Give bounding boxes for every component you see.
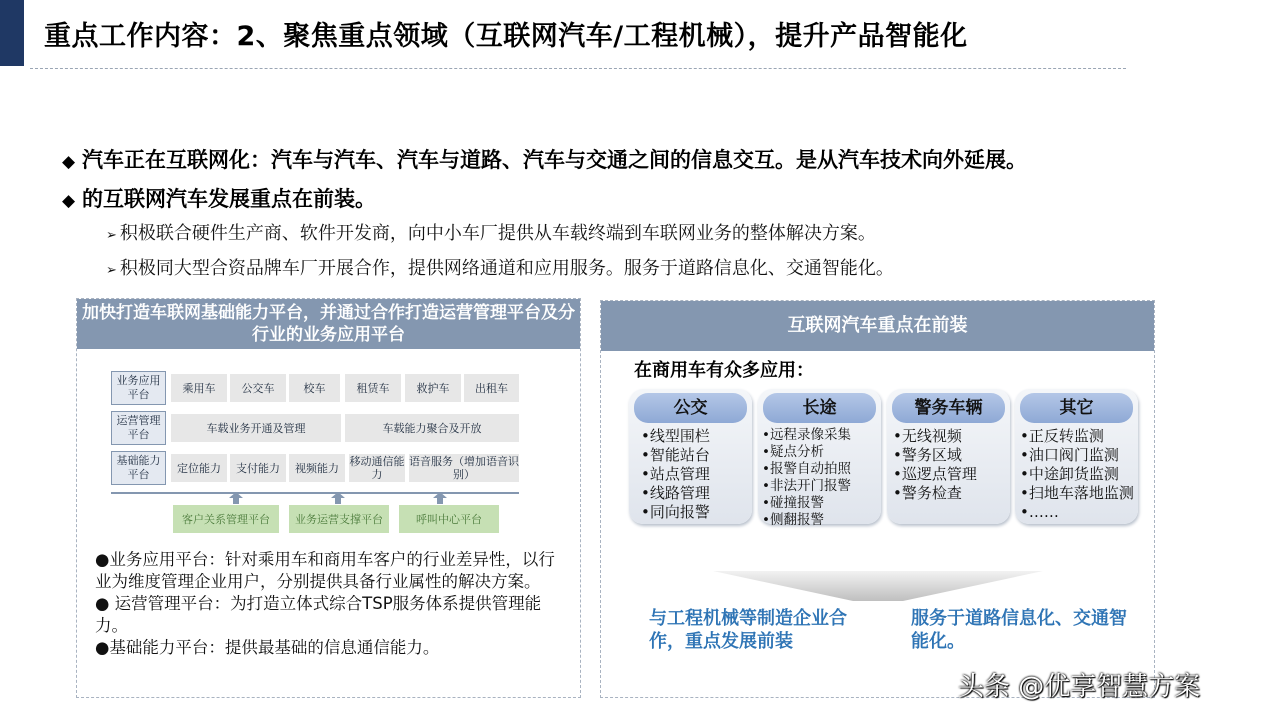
cell-bus: 公交车	[230, 374, 286, 402]
cell-positioning: 定位能力	[171, 454, 227, 482]
cell-rental-car: 租赁车	[345, 374, 401, 402]
category-item: •线路管理	[641, 484, 710, 502]
support-crm: 客户关系管理平台	[173, 505, 279, 533]
category-item: •正反转监测	[1020, 427, 1104, 445]
bullet-main-1	[62, 144, 1027, 174]
arrow-bullet-icon: ➢	[106, 228, 117, 243]
row-label-operations: 运营管理平台	[111, 411, 166, 445]
category-card-bus	[629, 389, 752, 524]
desc-base: ●基础能力平台：提供最基础的信息通信能力。	[95, 638, 440, 657]
bullet-sub-1-text: 积极联合硬件生产商、软件开发商，向中小车厂提供从车载终端到车联网业务的整体解决方案。	[119, 223, 876, 244]
header-accent-bar	[0, 0, 24, 66]
down-arrow-icon	[713, 571, 1043, 601]
category-card-coach	[758, 389, 881, 528]
row-label-base: 基础能力平台	[111, 451, 166, 485]
bullet-main-1-text: 汽车正在互联网化：汽车与汽车、汽车与道路、汽车与交通之间的信息交互。是从汽车技术向外延展。	[82, 148, 1027, 172]
category-item: •警务检查	[893, 484, 962, 502]
diamond-bullet-icon: ◆	[62, 191, 76, 211]
bullet-main-2	[62, 183, 376, 213]
connected-car-panel-header: 互联网汽车重点在前装	[601, 301, 1154, 351]
category-item: •警务区域	[893, 446, 962, 464]
arrow-bullet-icon: ➢	[106, 263, 117, 278]
up-arrow-icon	[229, 492, 243, 504]
connected-car-panel	[600, 300, 1155, 698]
category-item: •智能站台	[641, 446, 710, 464]
category-item: •……	[1020, 503, 1059, 521]
footer-manufacturing-cooperation: 与工程机械等制造企业合作，重点发展前装	[649, 608, 847, 652]
category-item: •线型围栏	[641, 427, 710, 445]
page-title: 重点工作内容：2、聚焦重点领域（互联网汽车/工程机械），提升产品智能化	[44, 21, 968, 52]
desc-operations: ● 运营管理平台：为打造立体式综合TSP服务体系提供管理能力。	[95, 594, 542, 635]
platform-panel-header: 加快打造车联网基础能力平台，并通过合作打造运营管理平台及分行业的业务应用平台	[77, 299, 580, 349]
category-items	[893, 427, 977, 503]
category-title: 其它	[1020, 393, 1133, 423]
category-item: •同向报警	[641, 503, 710, 521]
bullet-sub-2-text: 积极同大型合资品牌车厂开展合作，提供网络通道和应用服务。服务于道路信息化、交通智能化。	[119, 258, 894, 279]
bullet-sub-2	[106, 254, 894, 280]
cell-voice-service: 语音服务（增加语音识别）	[409, 455, 519, 481]
title-divider	[30, 68, 1126, 69]
category-items	[762, 427, 851, 529]
category-items	[1020, 427, 1134, 522]
cell-ambulance: 救护车	[405, 374, 461, 402]
category-card-other	[1015, 389, 1138, 524]
category-item: •远程录像采集	[762, 427, 851, 443]
desc-business: ●业务应用平台：针对乘用车和商用车客户的行业差异性，以行业为维度管理企业用户，分别提供具备行业属性的解决方案。	[95, 550, 555, 591]
platform-panel	[76, 298, 581, 698]
cell-payment: 支付能力	[230, 454, 286, 482]
support-ops: 业务运营支撑平台	[289, 505, 389, 533]
bullet-main-2-text: 的互联网汽车发展重点在前装。	[82, 187, 376, 211]
up-arrow-icon	[331, 492, 345, 504]
cell-taxi: 出租车	[464, 374, 519, 402]
cell-capability-aggregation: 车载能力聚合及开放	[345, 414, 519, 442]
category-item: •站点管理	[641, 465, 710, 483]
cell-school-bus: 校车	[289, 374, 340, 402]
commercial-vehicle-subtitle: 在商用车有众多应用：	[634, 360, 814, 381]
category-item: •中途卸货监测	[1020, 465, 1119, 483]
bullet-sub-1	[106, 219, 876, 245]
support-callcenter: 呼叫中心平台	[399, 505, 499, 533]
category-items	[641, 427, 710, 522]
category-item: •报警自动拍照	[762, 461, 851, 477]
category-item: •油口阀门监测	[1020, 446, 1119, 464]
category-card-police	[887, 389, 1010, 524]
category-title: 长途	[763, 393, 876, 423]
cell-video: 视频能力	[289, 454, 345, 482]
watermark: 头条 @优享智慧方案	[958, 672, 1201, 702]
diamond-bullet-icon: ◆	[62, 152, 76, 172]
row-label-business: 业务应用平台	[111, 371, 166, 405]
category-item: •碰撞报警	[762, 495, 824, 511]
category-item: •无线视频	[893, 427, 962, 445]
category-title: 公交	[634, 393, 747, 423]
up-arrow-icon	[433, 492, 447, 504]
cell-mobile-comm: 移动通信能力	[349, 455, 405, 481]
cell-passenger-car: 乘用车	[171, 374, 227, 402]
category-item: •疑点分析	[762, 444, 824, 460]
category-item: •侧翻报警	[762, 512, 824, 528]
platform-description	[95, 549, 565, 659]
footer-road-informatization: 服务于道路信息化、交通智能化。	[911, 608, 1127, 652]
category-title: 警务车辆	[892, 393, 1005, 423]
cell-service-provisioning: 车载业务开通及管理	[171, 414, 341, 442]
platform-base-line	[111, 492, 519, 494]
category-item: •扫地车落地监测	[1020, 484, 1134, 502]
category-item: •巡逻点管理	[893, 465, 977, 483]
category-item: •非法开门报警	[762, 478, 851, 494]
